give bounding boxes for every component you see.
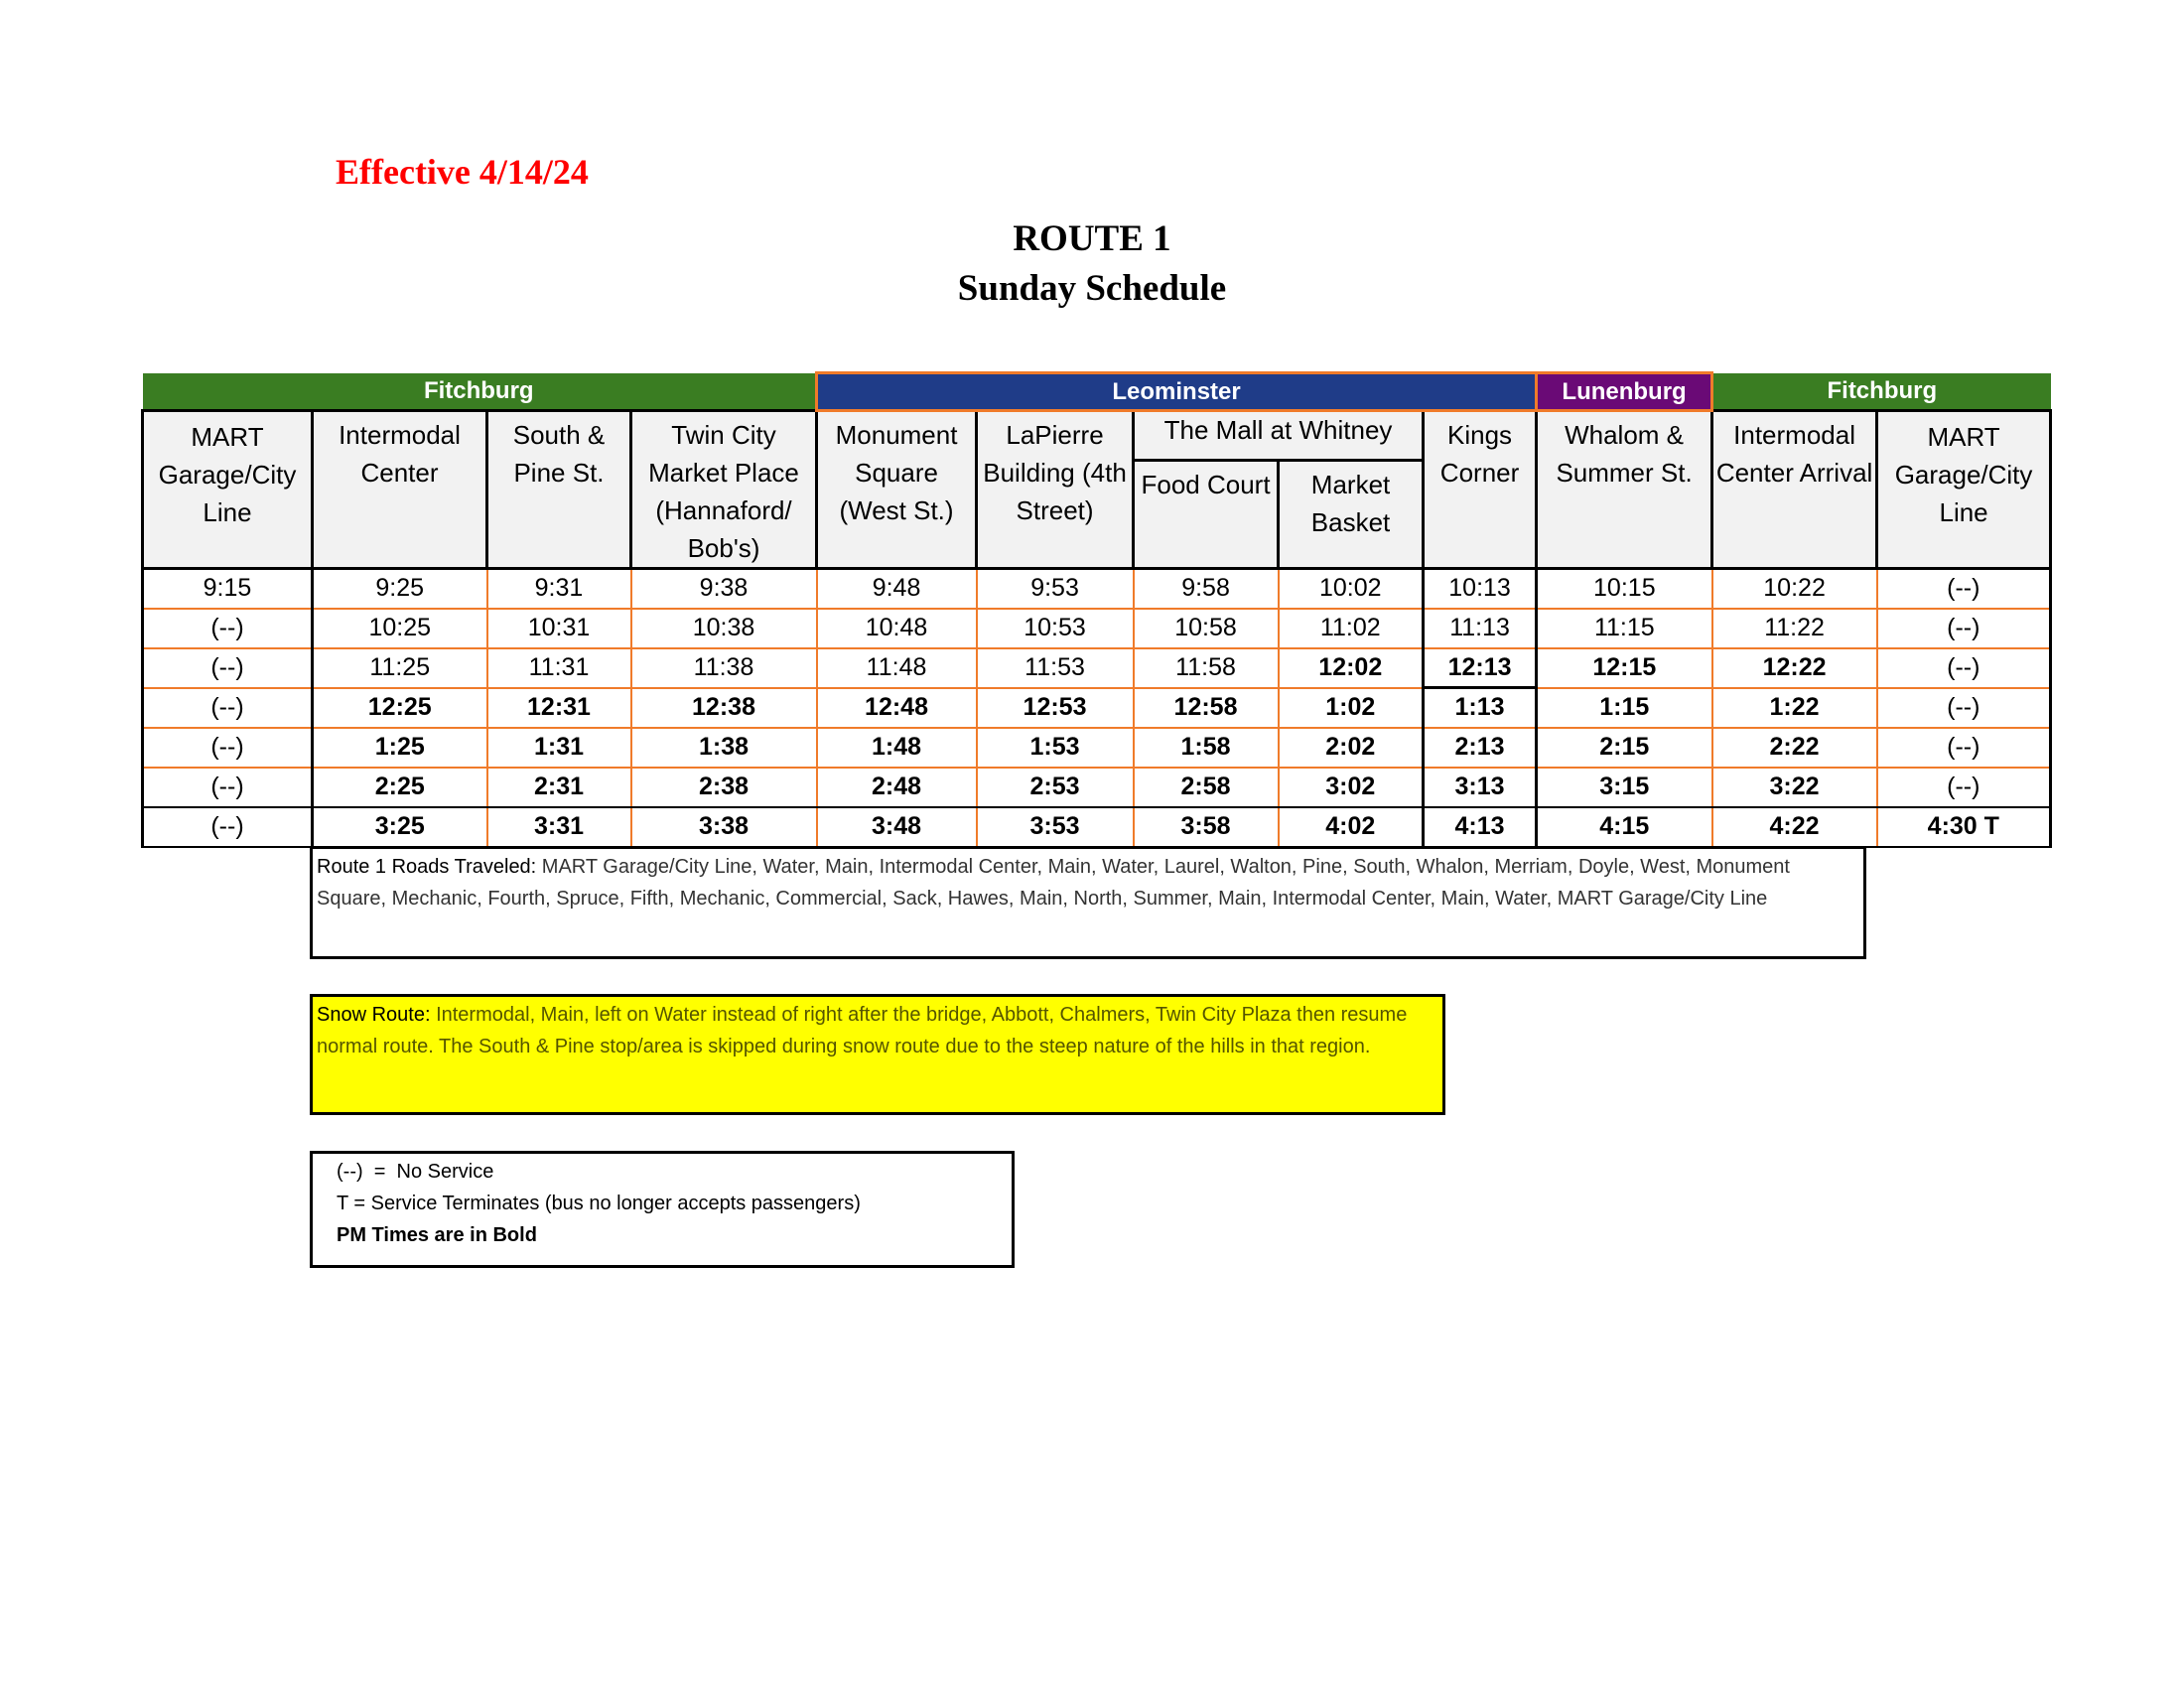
cell: 12:48 xyxy=(817,688,977,728)
header-twin-city: Twin City Market Place (Hannaford/ Bob's) xyxy=(631,411,817,569)
cell: 3:31 xyxy=(487,807,631,847)
cell: 12:22 xyxy=(1712,648,1877,688)
cell: 2:02 xyxy=(1279,728,1424,768)
cell: 10:31 xyxy=(487,609,631,648)
cell: 3:58 xyxy=(1134,807,1279,847)
effective-date: Effective 4/14/24 xyxy=(336,152,589,192)
header-lapierre-building: LaPierre Building (4th Street) xyxy=(977,411,1134,569)
cell: 3:13 xyxy=(1424,768,1537,807)
cell: 10:22 xyxy=(1712,569,1877,609)
cell: 3:02 xyxy=(1279,768,1424,807)
snow-route-label: Snow Route: xyxy=(317,1004,431,1026)
cell: 9:38 xyxy=(631,569,817,609)
region-fitchburg-start: Fitchburg xyxy=(143,373,817,411)
legend-box xyxy=(310,1151,1015,1268)
cell: (--) xyxy=(1877,768,2051,807)
cell: 9:58 xyxy=(1134,569,1279,609)
cell: 2:31 xyxy=(487,768,631,807)
header-intermodal-arrival: Intermodal Center Arrival xyxy=(1712,411,1877,569)
cell: 10:13 xyxy=(1424,569,1537,609)
cell: 10:15 xyxy=(1537,569,1712,609)
cell: 11:58 xyxy=(1134,648,1279,688)
cell: (--) xyxy=(1877,688,2051,728)
cell: 10:48 xyxy=(817,609,977,648)
cell: 10:58 xyxy=(1134,609,1279,648)
region-leominster: Leominster xyxy=(817,373,1537,411)
cell: 1:53 xyxy=(977,728,1134,768)
cell: 1:13 xyxy=(1424,688,1537,728)
cell: 9:15 xyxy=(143,569,313,609)
cell: 11:15 xyxy=(1537,609,1712,648)
cell: 2:22 xyxy=(1712,728,1877,768)
cell: 3:15 xyxy=(1537,768,1712,807)
cell: 1:22 xyxy=(1712,688,1877,728)
cell: 2:25 xyxy=(313,768,487,807)
snow-route-box xyxy=(310,994,1445,1115)
region-row xyxy=(143,373,2051,411)
table-row xyxy=(143,609,2051,648)
cell: 1:58 xyxy=(1134,728,1279,768)
header-row-1 xyxy=(143,411,2051,461)
cell: 11:25 xyxy=(313,648,487,688)
cell: 1:48 xyxy=(817,728,977,768)
cell: 2:38 xyxy=(631,768,817,807)
cell: 3:25 xyxy=(313,807,487,847)
header-intermodal-center: Intermodal Center xyxy=(313,411,487,569)
cell: 4:15 xyxy=(1537,807,1712,847)
schedule-title: Sunday Schedule xyxy=(957,268,1227,309)
cell: 9:53 xyxy=(977,569,1134,609)
cell: 1:02 xyxy=(1279,688,1424,728)
cell: 10:53 xyxy=(977,609,1134,648)
cell: 4:22 xyxy=(1712,807,1877,847)
route-title: ROUTE 1 xyxy=(1013,218,1171,259)
cell: 3:53 xyxy=(977,807,1134,847)
cell: 2:53 xyxy=(977,768,1134,807)
cell: 12:25 xyxy=(313,688,487,728)
table-row xyxy=(143,569,2051,609)
header-mart-garage: MART Garage/City Line xyxy=(143,411,313,569)
table-row xyxy=(143,728,2051,768)
cell: 1:31 xyxy=(487,728,631,768)
page-title xyxy=(0,214,2184,314)
cell: (--) xyxy=(143,609,313,648)
cell: 2:58 xyxy=(1134,768,1279,807)
header-market-basket: Market Basket xyxy=(1279,460,1424,568)
cell: 12:15 xyxy=(1537,648,1712,688)
cell: 9:31 xyxy=(487,569,631,609)
cell: 11:48 xyxy=(817,648,977,688)
header-south-pine: South & Pine St. xyxy=(487,411,631,569)
table-row xyxy=(143,648,2051,688)
cell: 12:02 xyxy=(1279,648,1424,688)
cell: 9:25 xyxy=(313,569,487,609)
cell: 3:22 xyxy=(1712,768,1877,807)
cell: (--) xyxy=(1877,728,2051,768)
cell: 11:53 xyxy=(977,648,1134,688)
roads-traveled-text: MART Garage/City Line, Water, Main, Intermodal Center, Main, Water, Laurel, Walton, Pine, South, Whalon, Merriam, Doyle, West, Monument Square, Mechanic, Fourth, Spruce, Fifth, Mechanic, Commercial, Sack, Hawes, Main, North, Summer, Main, Intermodal Center, Main, Water, MART Garage/City Line xyxy=(317,856,1790,910)
region-fitchburg-end: Fitchburg xyxy=(1712,373,2051,411)
cell: 12:58 xyxy=(1134,688,1279,728)
header-mall-at-whitney: The Mall at Whitney xyxy=(1134,411,1424,461)
cell: 2:48 xyxy=(817,768,977,807)
cell: 4:02 xyxy=(1279,807,1424,847)
cell: 9:48 xyxy=(817,569,977,609)
cell: 4:30 T xyxy=(1877,807,2051,847)
roads-traveled-box xyxy=(310,846,1866,959)
header-mart-garage-end: MART Garage/City Line xyxy=(1877,411,2051,569)
cell: (--) xyxy=(143,807,313,847)
cell: 1:38 xyxy=(631,728,817,768)
cell: (--) xyxy=(1877,609,2051,648)
roads-traveled-label: Route 1 Roads Traveled: xyxy=(317,856,537,878)
cell: (--) xyxy=(1877,569,2051,609)
table-row xyxy=(143,688,2051,728)
cell: 11:02 xyxy=(1279,609,1424,648)
header-kings-corner: Kings Corner xyxy=(1424,411,1537,569)
cell: (--) xyxy=(1877,648,2051,688)
cell: 10:38 xyxy=(631,609,817,648)
cell: 12:13 xyxy=(1424,648,1537,688)
cell: 11:38 xyxy=(631,648,817,688)
cell: 12:53 xyxy=(977,688,1134,728)
cell: 1:25 xyxy=(313,728,487,768)
region-lunenburg: Lunenburg xyxy=(1537,373,1712,411)
cell: 3:38 xyxy=(631,807,817,847)
cell: 1:15 xyxy=(1537,688,1712,728)
cell: (--) xyxy=(143,728,313,768)
cell: 12:38 xyxy=(631,688,817,728)
legend-pm-bold: PM Times are in Bold xyxy=(337,1224,537,1246)
cell: 10:25 xyxy=(313,609,487,648)
cell: 3:48 xyxy=(817,807,977,847)
table-row xyxy=(143,768,2051,807)
schedule-table xyxy=(141,371,2052,848)
legend-terminates: T = Service Terminates (bus no longer accepts passengers) xyxy=(337,1193,861,1214)
table-row xyxy=(143,807,2051,847)
cell: 2:13 xyxy=(1424,728,1537,768)
legend-no-service: (--) = No Service xyxy=(337,1161,494,1183)
cell: (--) xyxy=(143,648,313,688)
cell: 2:15 xyxy=(1537,728,1712,768)
cell: 11:22 xyxy=(1712,609,1877,648)
cell: 10:02 xyxy=(1279,569,1424,609)
cell: (--) xyxy=(143,688,313,728)
cell: (--) xyxy=(143,768,313,807)
cell: 12:31 xyxy=(487,688,631,728)
header-monument-square: Monument Square (West St.) xyxy=(817,411,977,569)
header-whalom-summer: Whalom & Summer St. xyxy=(1537,411,1712,569)
header-food-court: Food Court xyxy=(1134,460,1279,568)
cell: 4:13 xyxy=(1424,807,1537,847)
cell: 11:31 xyxy=(487,648,631,688)
snow-route-text: Intermodal, Main, left on Water instead of right after the bridge, Abbott, Chalmers, Twin City Plaza then resume normal route. The South & Pine stop/area is skipped during snow route due to the steep nature of the hills in that region. xyxy=(317,1004,1408,1057)
cell: 11:13 xyxy=(1424,609,1537,648)
